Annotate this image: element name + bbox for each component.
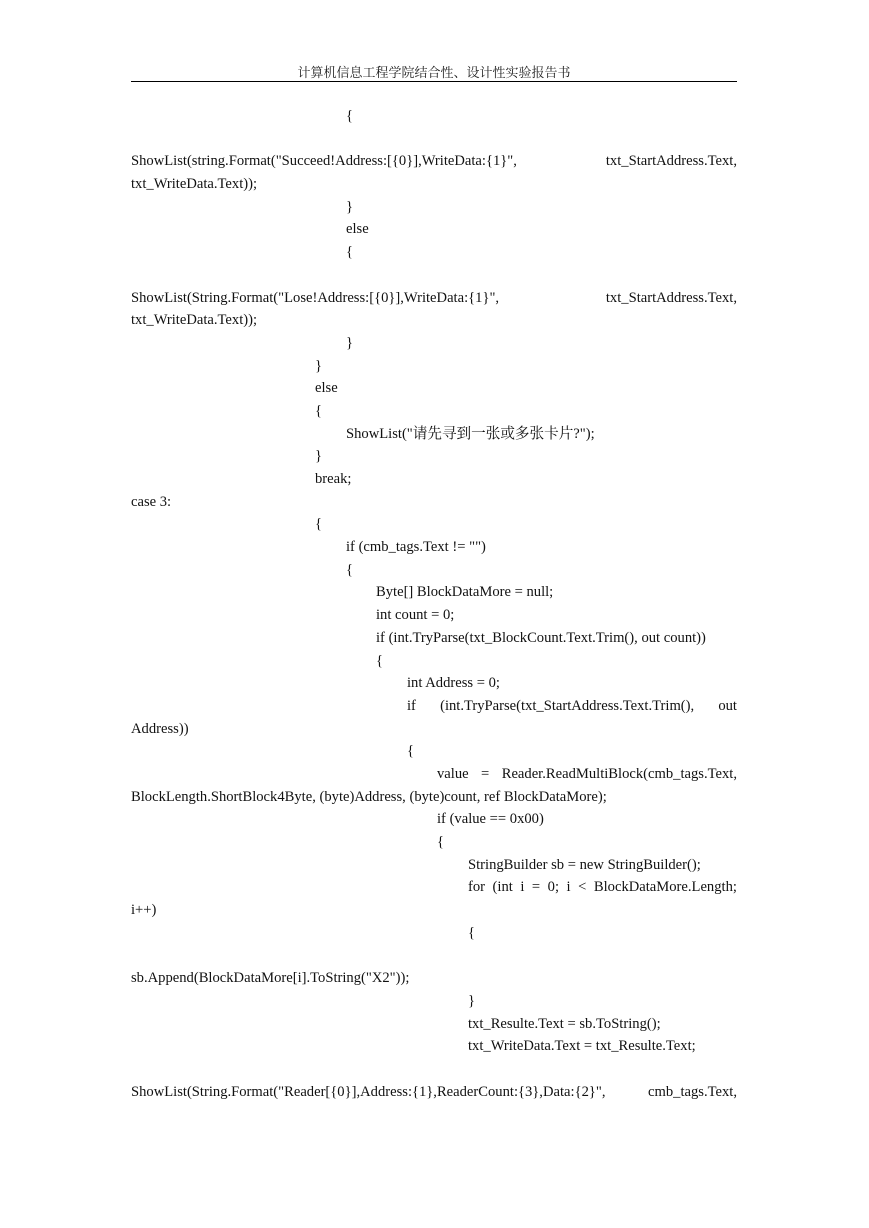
- code-token: 0;: [547, 879, 560, 896]
- code-line: int count = 0;: [376, 607, 455, 624]
- code-line: {: [315, 516, 323, 533]
- code-token: Reader.ReadMultiBlock(cmb_tags.Text,: [501, 765, 737, 782]
- code-token: i: [520, 879, 525, 896]
- code-token: cmb_tags.Text,: [648, 1083, 737, 1100]
- code-line: }: [346, 198, 354, 215]
- code-line: }: [346, 334, 354, 351]
- code-line: if (value == 0x00): [437, 811, 544, 828]
- code-token: if: [407, 697, 416, 714]
- code-line: [131, 695, 737, 718]
- code-line: [131, 763, 737, 786]
- code-token: BlockDataMore.Length;: [593, 879, 737, 896]
- code-token: for: [468, 879, 486, 896]
- code-line: break;: [315, 471, 352, 487]
- code-line: [131, 876, 737, 899]
- code-token: (int: [492, 879, 513, 896]
- code-token: ShowList(string.Format("Succeed!Address:[{0}],WriteData:{1}",: [131, 153, 517, 170]
- code-line: StringBuilder sb = new StringBuilder();: [468, 856, 701, 873]
- code-line: [131, 150, 737, 173]
- header-divider: [131, 81, 737, 82]
- code-line: {: [346, 244, 354, 261]
- code-line: [131, 287, 737, 310]
- code-line: }: [315, 448, 323, 465]
- code-token: =: [531, 879, 541, 896]
- code-line: else: [315, 380, 338, 397]
- code-token: i: [566, 879, 571, 896]
- code-line: {: [346, 561, 354, 578]
- code-line: }: [468, 992, 476, 1009]
- code-line: txt_WriteData.Text));: [131, 312, 258, 329]
- code-line: i++): [131, 902, 157, 919]
- code-line: {: [407, 743, 415, 760]
- code-line: else: [346, 221, 369, 238]
- code-line: BlockLength.ShortBlock4Byte, (byte)Address, (byte)count, ref BlockDataMore);: [131, 788, 607, 805]
- code-line: case 3:: [131, 493, 172, 510]
- code-line: if (cmb_tags.Text != ""): [346, 539, 486, 556]
- code-line: {: [346, 108, 354, 124]
- code-line: txt_Resulte.Text = sb.ToString();: [468, 1015, 661, 1032]
- code-line: [131, 1081, 737, 1104]
- code-line: if (int.TryParse(txt_BlockCount.Text.Trim(), out count)): [376, 629, 706, 646]
- code-line-blank: [131, 128, 737, 151]
- code-token: txt_StartAddress.Text,: [605, 153, 737, 170]
- code-listing: [131, 105, 737, 1103]
- code-token: ShowList(String.Format("Lose!Address:[{0}],WriteData:{1}",: [131, 289, 500, 306]
- code-line: {: [437, 834, 445, 850]
- code-token: ShowList(String.Format("Reader[{0}],Address:{1},ReaderCount:{3},Data:{2}",: [131, 1083, 606, 1100]
- code-line: ShowList("请先寻到一张或多张卡片?");: [346, 425, 595, 442]
- code-token: <: [578, 879, 587, 896]
- code-token: =: [481, 765, 490, 782]
- code-line: int Address = 0;: [407, 675, 500, 692]
- code-line: {: [315, 402, 323, 419]
- code-line: {: [376, 652, 384, 669]
- code-line-blank: [131, 264, 737, 287]
- code-line-blank: [131, 944, 737, 967]
- code-line: Byte[] BlockDataMore = null;: [376, 584, 554, 601]
- code-token: txt_StartAddress.Text,: [605, 289, 737, 306]
- code-token: (int.TryParse(txt_StartAddress.Text.Trim(),: [440, 697, 695, 714]
- code-token: value: [437, 765, 469, 782]
- code-line-blank: [131, 1058, 737, 1081]
- code-line: txt_WriteData.Text));: [131, 176, 258, 193]
- code-token: out: [718, 697, 737, 714]
- code-line: txt_WriteData.Text = txt_Resulte.Text;: [468, 1038, 696, 1055]
- code-line: Address)): [131, 720, 189, 737]
- code-line: {: [468, 924, 476, 941]
- code-line: }: [315, 357, 323, 374]
- page-header-title: 计算机信息工程学院结合性、设计性实验报告书: [297, 66, 571, 81]
- code-line: sb.Append(BlockDataMore[i].ToString("X2"));: [131, 970, 410, 987]
